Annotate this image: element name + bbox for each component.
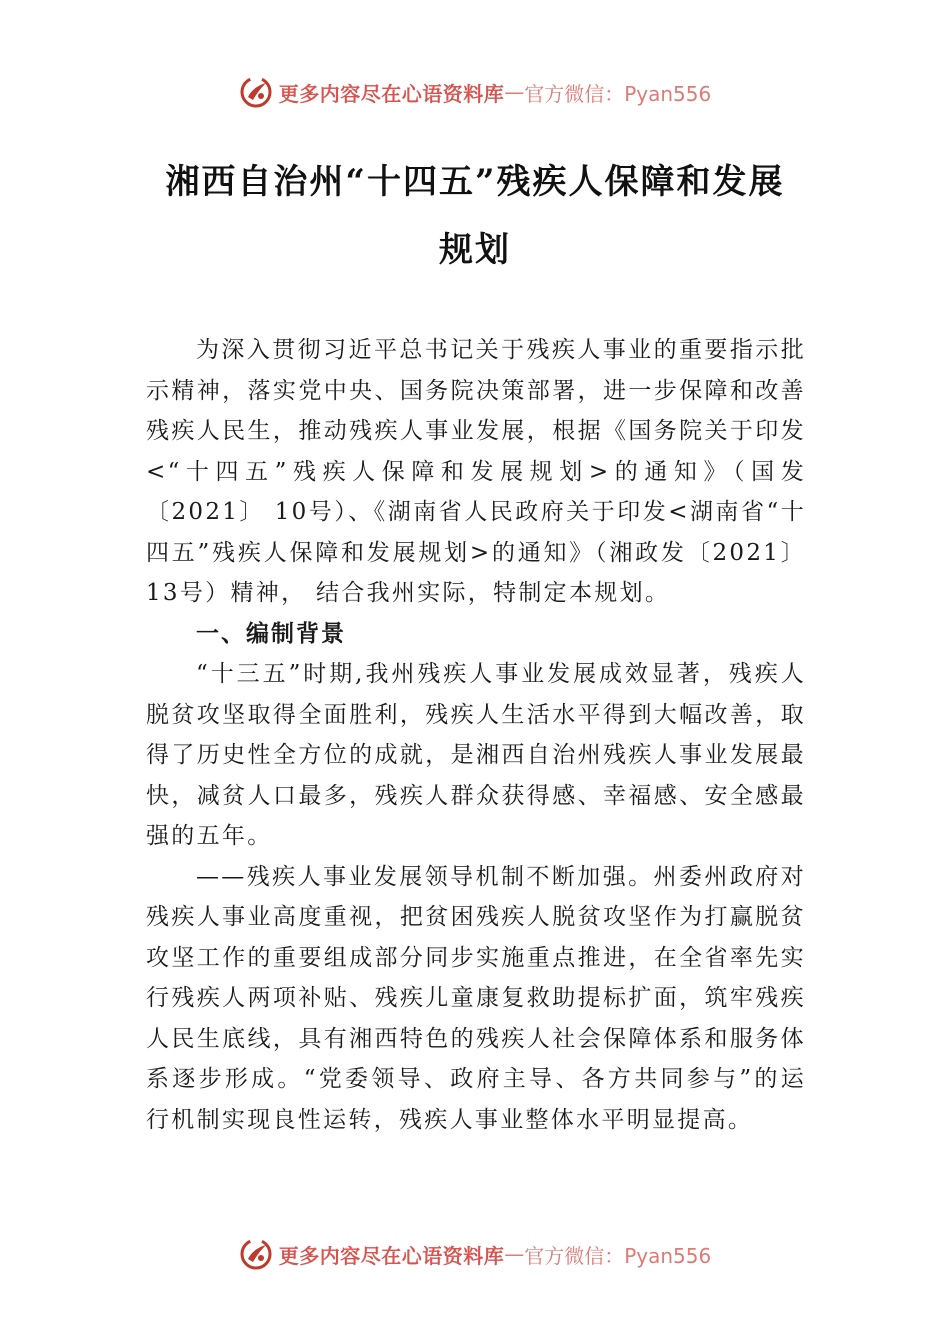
header-banner bbox=[0, 70, 950, 114]
banner-separator: — bbox=[504, 1242, 525, 1266]
body-paragraph: “十三五”时期,我州残疾人事业发展成效显著，残疾人脱贫攻坚取得全面胜利，残疾人生活水平得到大幅改善，取得了历史性全方位的成就，是湘西自治州残疾人事业发展最快，减贫人口最多，残疾人群众获得感、幸福感、安全感最强的五年。 bbox=[146, 661, 806, 849]
document-title-line1: 湘西自治州“十四五”残疾人保障和发展 bbox=[165, 162, 785, 202]
banner-text: 更多内容尽在心语资料库 bbox=[278, 1243, 505, 1268]
banner-text: 更多内容尽在心语资料库 bbox=[278, 81, 505, 106]
intro-paragraph: 为深入贯彻习近平总书记关于残疾人事业的重要指示批示精神，落实党中央、国务院决策部署，进一步保障和改善残疾人民生，推动残疾人事业发展，根据《国务院关于印发<“十四五”残疾人保障和发展规划>的通知》（国发〔2021〕 10号）、《湖南省人民政府关于印发<湖南省“十四五”残疾人保障和发展规划>的通知》（湘政发〔2021〕13号）精神， 结合我州实际，特制定本规划。 bbox=[146, 337, 806, 606]
document-body bbox=[146, 330, 806, 1140]
ink-brush-logo-icon bbox=[239, 75, 273, 109]
banner-contact: 官方微信：Pyan556 bbox=[524, 1243, 712, 1268]
banner-contact: 官方微信：Pyan556 bbox=[524, 81, 712, 106]
banner-separator: — bbox=[504, 80, 525, 104]
document-title-line2: 规划 bbox=[439, 230, 511, 270]
body-paragraph: ——残疾人事业发展领导机制不断加强。州委州政府对残疾人事业高度重视，把贫困残疾人脱贫攻坚作为打赢脱贫攻坚工作的重要组成部分同步实施重点推进，在全省率先实行残疾人两项补贴、残疾儿童康复救助提标扩面，筑牢残疾人民生底线，具有湘西特色的残疾人社会保障体系和服务体系逐步形成。“党委领导、政府主导、各方共同参与”的运行机制实现良性运转，残疾人事业整体水平明显提高。 bbox=[146, 863, 806, 1133]
footer-banner bbox=[0, 1232, 950, 1276]
section-heading: 一、编制背景 bbox=[196, 620, 346, 647]
ink-brush-logo-icon bbox=[239, 1237, 273, 1271]
